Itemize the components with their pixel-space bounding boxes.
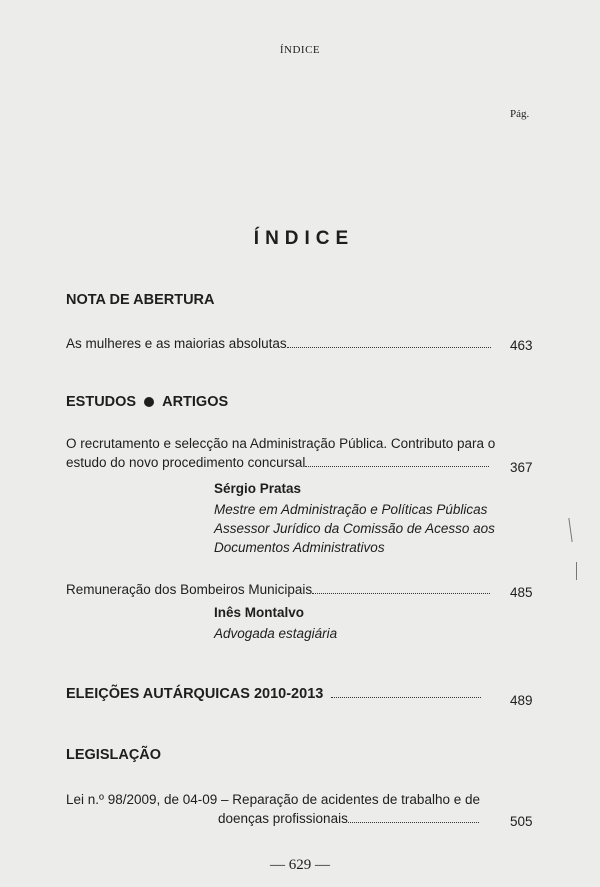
section-heading-text: ELEIÇÕES AUTÁRQUICAS 2010-2013 <box>66 686 324 702</box>
author-role: Advogada estagiária <box>214 626 338 641</box>
section-heading-eleicoes <box>66 686 481 702</box>
toc-entry-recrutamento <box>66 434 506 472</box>
toc-entry-bombeiros <box>66 580 490 599</box>
author-role: Documentos Administrativos <box>214 540 385 555</box>
toc-entry-line: O recrutamento e selecção na Administração Pública. Contributo para o <box>66 436 496 451</box>
toc-entry-nota <box>66 334 491 353</box>
toc-page-number: 489 <box>510 693 533 708</box>
dot-leader <box>348 822 479 823</box>
section-heading-estudos <box>66 394 228 410</box>
section-heading-part: ESTUDOS <box>66 394 137 410</box>
running-head: ÍNDICE <box>279 44 321 56</box>
author-block-pratas <box>214 481 495 557</box>
dot-leader <box>287 347 491 348</box>
toc-entry-lei <box>66 790 506 828</box>
section-heading-nota: NOTA DE ABERTURA <box>66 292 215 308</box>
margin-mark <box>568 518 572 542</box>
toc-page-number: 463 <box>510 338 533 353</box>
dot-leader <box>312 593 490 594</box>
section-heading-part: ARTIGOS <box>162 394 229 410</box>
toc-entry-line <box>66 809 506 828</box>
author-name: Sérgio Pratas <box>214 481 302 496</box>
dot-leader <box>305 466 489 467</box>
toc-page-number: 485 <box>510 585 533 600</box>
toc-entry-title: estudo do novo procedimento concursal <box>66 455 306 470</box>
toc-entry-title: As mulheres e as maiorias absolutas <box>66 336 287 351</box>
author-block-montalvo <box>214 605 337 643</box>
bullet-icon <box>144 397 154 407</box>
dot-leader <box>331 697 481 698</box>
author-name: Inês Montalvo <box>214 605 305 620</box>
page-column-label: Pág. <box>510 108 530 120</box>
author-role: Mestre em Administração e Políticas Públicas <box>214 502 488 517</box>
page-title: ÍNDICE <box>253 228 355 249</box>
author-role: Assessor Jurídico da Comissão de Acesso aos <box>214 521 495 536</box>
toc-entry-line <box>66 453 506 472</box>
toc-entry-line: Lei n.º 98/2009, de 04-09 – Reparação de acidentes de trabalho e de <box>66 792 480 807</box>
toc-page-number: 505 <box>510 814 533 829</box>
margin-mark <box>576 562 577 580</box>
toc-entry-title: Remuneração dos Bombeiros Municipais <box>66 582 313 597</box>
page-number-footer: — 629 — <box>270 857 330 873</box>
toc-entry-title: doenças profissionais <box>218 811 348 826</box>
section-heading-legislacao: LEGISLAÇÃO <box>66 747 162 763</box>
toc-page-number: 367 <box>510 460 533 475</box>
